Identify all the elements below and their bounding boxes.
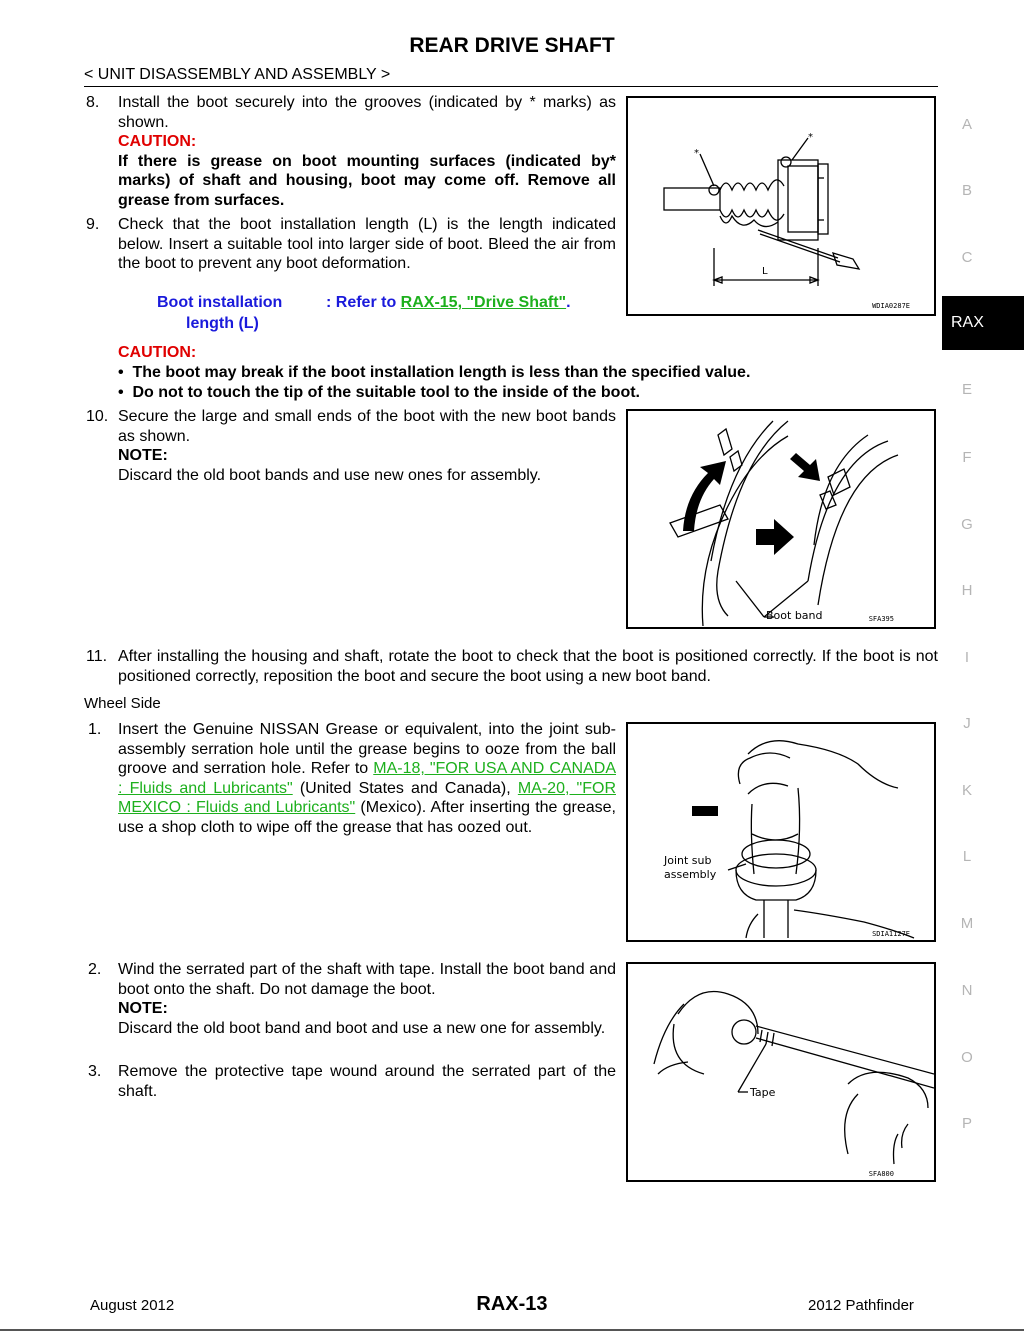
link-ma-18[interactable]: MA-18, "FOR USA AND CANADA : Fluids and Lubricants" (118, 760, 617, 797)
bottom-divider (0, 1329, 1024, 1331)
figure-grease-insert (626, 722, 936, 942)
text: (Mexico). After inserting the grease, use a shop cloth to wipe off the grease that has oozed out. (118, 799, 617, 836)
caution-label: CAUTION: (118, 344, 197, 361)
spec-refer-text: : Refer to (326, 294, 401, 311)
footer-date: August 2012 (90, 1297, 175, 1314)
side-tab-j[interactable]: J (963, 715, 971, 732)
step-number: 9. (86, 216, 100, 233)
caution-bullet-2: • Do not to touch the tip of the suitable tool to the inside of the boot. (118, 383, 640, 401)
side-tab-e[interactable]: E (961, 381, 972, 398)
spec-label: Boot installation (157, 294, 283, 311)
spec-link[interactable]: RAX-15, "Drive Shaft" (400, 294, 567, 311)
side-tab-h[interactable]: H (961, 582, 973, 599)
side-tab-k[interactable]: K (961, 782, 972, 799)
step-number: 1. (88, 721, 102, 738)
spec-label-2: length (L) (186, 315, 259, 332)
figure-code: SFA395 (868, 615, 894, 623)
grease-insert-illustration (628, 724, 934, 940)
section-subtitle: < UNIT DISASSEMBLY AND ASSEMBLY > (84, 66, 391, 83)
side-tab-p[interactable]: P (961, 1115, 972, 1132)
note-label: NOTE: (118, 1000, 168, 1017)
spec-value (326, 294, 571, 312)
step-number: 3. (88, 1063, 102, 1080)
step-number: 11. (86, 648, 108, 665)
note-text: Discard the old boot band and boot and use a new one for assembly. (118, 1019, 606, 1037)
joint-sub-label: Joint sub (664, 854, 712, 867)
bullet-text: Do not to touch the tip of the suitable tool to the inside of the boot. (132, 383, 640, 401)
side-tab-g[interactable]: G (961, 516, 973, 533)
right-arrow-icon (756, 519, 794, 555)
grease-tube-icon (692, 806, 718, 816)
side-tab-i[interactable]: I (964, 649, 970, 666)
note-label: NOTE: (118, 447, 168, 464)
side-tab-rax-active[interactable]: RAX (942, 296, 1024, 350)
figure-code: SFA800 (868, 1170, 894, 1178)
wheel-step-2 (118, 960, 616, 1038)
side-tab-o[interactable]: O (961, 1049, 973, 1066)
header-divider (84, 86, 938, 87)
step-11-text: After installing the housing and shaft, rotate the boot to check that the boot is positioned correctly. If the boot is not positioned correctly, reposition the boot and secure the boot using a new boot band. (118, 648, 938, 685)
step-text: Wind the serrated part of the shaft with tape. Install the boot band and boot onto the shaft. Do not damage the boot. (118, 961, 616, 998)
step-8 (118, 93, 616, 210)
footer-model: 2012 Pathfinder (808, 1297, 914, 1314)
side-tab-b[interactable]: B (961, 182, 972, 199)
side-tab-a[interactable]: A (961, 116, 972, 133)
bullet-text: The boot may break if the boot installation length is less than the specified value. (132, 364, 751, 381)
figure-code: WDIA0287E (872, 302, 910, 310)
tape-illustration (628, 964, 934, 1180)
side-tab-f[interactable]: F (962, 449, 972, 466)
boot-length-illustration (628, 98, 934, 314)
link-ma-20[interactable]: MA-20, "FOR MEXICO : Fluids and Lubricants" (118, 779, 616, 816)
down-right-arrow-icon (790, 453, 820, 481)
caution-bullet-1: • The boot may break if the boot installation length is less than the specified value. (118, 364, 751, 381)
footer-page-number: RAX-13 (476, 1293, 548, 1315)
star-mark-right: * (808, 132, 813, 143)
star-mark-left: * (694, 148, 699, 159)
side-tab-l[interactable]: L (962, 848, 972, 865)
step-text: Install the boot securely into the grooves (indicated by * marks) as shown. (118, 94, 616, 131)
note-text: Discard the old boot bands and use new ones for assembly. (118, 466, 542, 484)
step-number: 2. (88, 961, 102, 978)
boot-band-label: Boot band (766, 609, 823, 622)
text: (United States and Canada), (292, 779, 518, 797)
caution-text: If there is grease on boot mounting surfaces (indicated by* marks) of shaft and housing, boot may come off. Remove all grease from surfaces. (118, 152, 616, 209)
caution-label: CAUTION: (118, 133, 197, 150)
figure-code: SDIA1127E (872, 930, 910, 938)
step-9-text: Check that the boot installation length (L) is the length indicated below. Insert a suitable tool into larger side of boot. Bleed the air from the boot to prevent any boot deformation. (118, 216, 616, 272)
step-10 (118, 407, 616, 485)
wheel-side-heading: Wheel Side (84, 695, 161, 712)
figure-tape (626, 962, 936, 1182)
side-tab-c[interactable]: C (961, 249, 973, 266)
page-title: REAR DRIVE SHAFT (409, 34, 615, 57)
length-l-label: L (762, 266, 768, 277)
step-number: 8. (86, 94, 100, 111)
caution-bullets (118, 363, 838, 402)
side-tab-m[interactable]: M (960, 915, 974, 932)
text: Insert the Genuine NISSAN Grease or equivalent, into the joint sub-assembly serration hole until the grease begins to ooze from the ball groove and serration hole. Refer to (118, 721, 616, 777)
wheel-step-1-text (118, 720, 616, 837)
step-number: 10. (86, 408, 109, 425)
assembly-label: assembly (664, 868, 717, 881)
side-tab-n[interactable]: N (961, 982, 973, 999)
boot-band-illustration (628, 411, 934, 627)
figure-boot-band (626, 409, 936, 629)
spec-period: . (566, 294, 571, 311)
step-text: Secure the large and small ends of the boot with the new boot bands as shown. (118, 408, 616, 445)
tape-label: Tape (750, 1086, 776, 1099)
wheel-step-3-text: Remove the protective tape wound around the serrated part of the shaft. (118, 1063, 616, 1100)
figure-boot-installation (626, 96, 936, 316)
